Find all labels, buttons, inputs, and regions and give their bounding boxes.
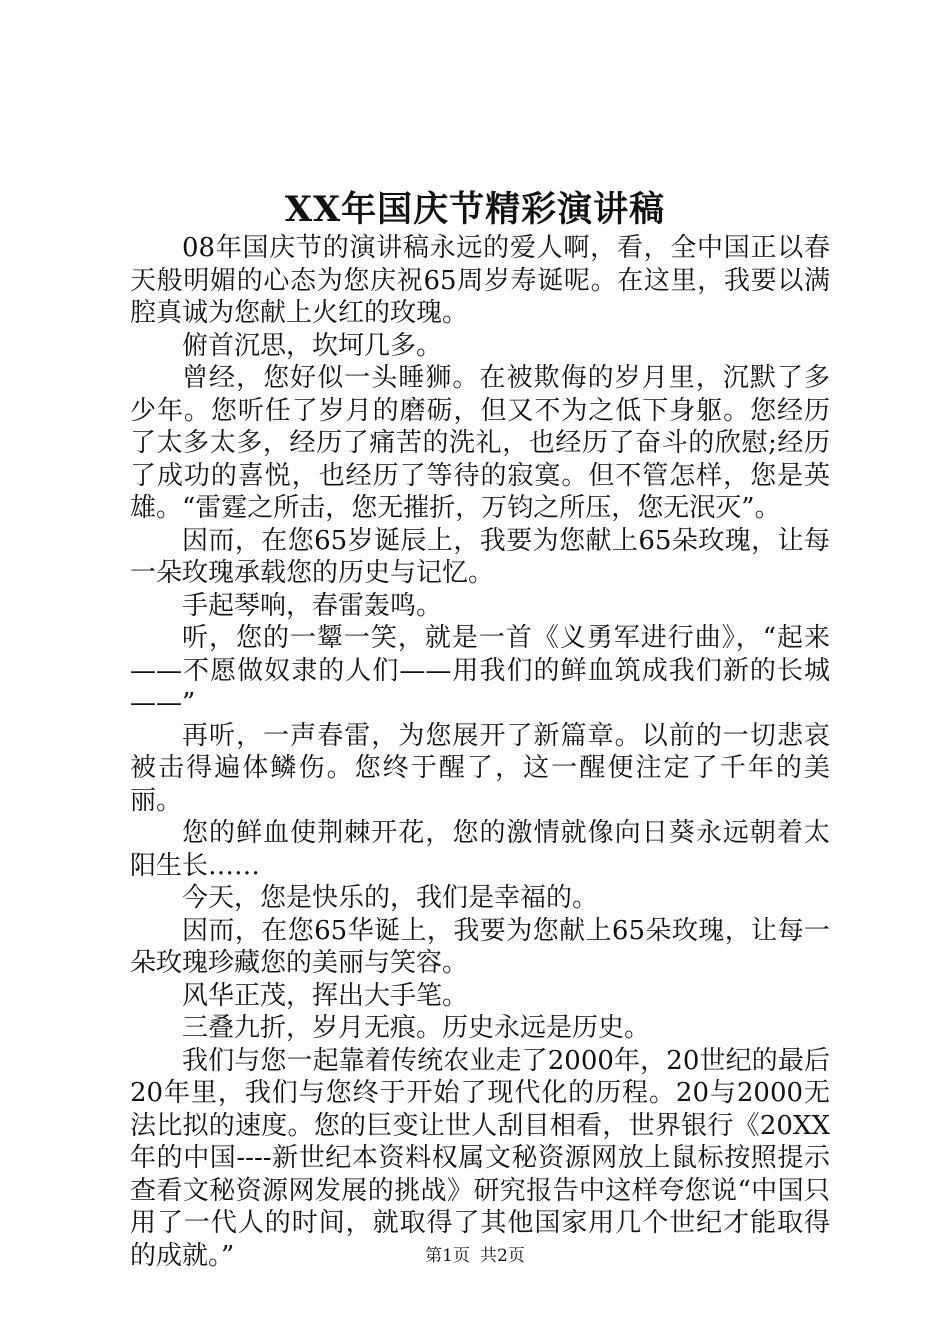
paragraph-5: 手起琴响，春雷轰鸣。 bbox=[182, 590, 443, 621]
paragraph-8: 您的鲜血使荆棘开花，您的激情就像向日葵永远朝着太阳生长…… bbox=[130, 818, 830, 881]
page-number-current: 第1页 bbox=[425, 1246, 470, 1266]
paragraph-10: 因而，在您65华诞上，我要为您献上65朵玫瑰，让每一朵玫瑰珍藏您的美丽与笑容。 bbox=[130, 915, 830, 978]
paragraph-13: 我们与您一起靠着传统农业走了2000年，20世纪的最后20年里，我们与您终于开始了现代化的历程。20与2000无法比拟的速度。您的巨变让世人刮目相看，世界银行《20XX年的中国----新世纪本资料权属文秘资源网放上鼠标按照提示查看文秘资源网发展的挑战》研究报告中这样夸您说“中国只用了一代人的时间，就取得了其他国家用几个世纪才能取得的成就。” bbox=[130, 1045, 830, 1271]
paragraph-11: 风华正茂，挥出大手笔。 bbox=[182, 980, 469, 1011]
paragraph-9: 今天，您是快乐的，我们是幸福的。 bbox=[182, 883, 599, 913]
page-number-total: 共2页 bbox=[480, 1246, 525, 1266]
paragraph-12: 三叠九折，岁月无痕。历史永远是历史。 bbox=[182, 1013, 651, 1043]
paragraph-6: 听，您的一颦一笑，就是一首《义勇军进行曲》，“起来——不愿做奴隶的人们——用我们的鲜血筑成我们新的长城——” bbox=[130, 623, 830, 718]
paragraph-7: 再听，一声春雷，为您展开了新篇章。以前的一切悲哀被击得遍体鳞伤。您终于醒了，这一醒便注定了千年的美丽。 bbox=[130, 720, 830, 816]
document-body bbox=[130, 232, 830, 1272]
document-title: XX年国庆节精彩演讲稿 bbox=[284, 189, 666, 230]
page-footer bbox=[0, 1245, 950, 1267]
paragraph-3: 曾经，您好似一头睡狮。在被欺侮的岁月里，沉默了多少年。您听任了岁月的磨砺，但又不为之低下身躯。您经历了太多太多，经历了痛苦的洗礼，也经历了奋斗的欣慰;经历了成功的喜悦，也经历了等待的寂寞。但不管怎样，您是英雄。“雷霆之所击，您无摧折，万钧之所压，您无泯灭”。 bbox=[130, 363, 830, 523]
paragraph-1: 08年国庆节的演讲稿永远的爱人啊，看，全中国正以春天般明媚的心态为您庆祝65周岁寿诞呢。在这里，我要以满腔真诚为您献上火红的玫瑰。 bbox=[130, 233, 830, 328]
paragraph-2: 俯首沉思，坎坷几多。 bbox=[182, 330, 443, 361]
paragraph-4: 因而，在您65岁诞辰上，我要为您献上65朵玫瑰，让每一朵玫瑰承载您的历史与记忆。 bbox=[130, 525, 830, 588]
